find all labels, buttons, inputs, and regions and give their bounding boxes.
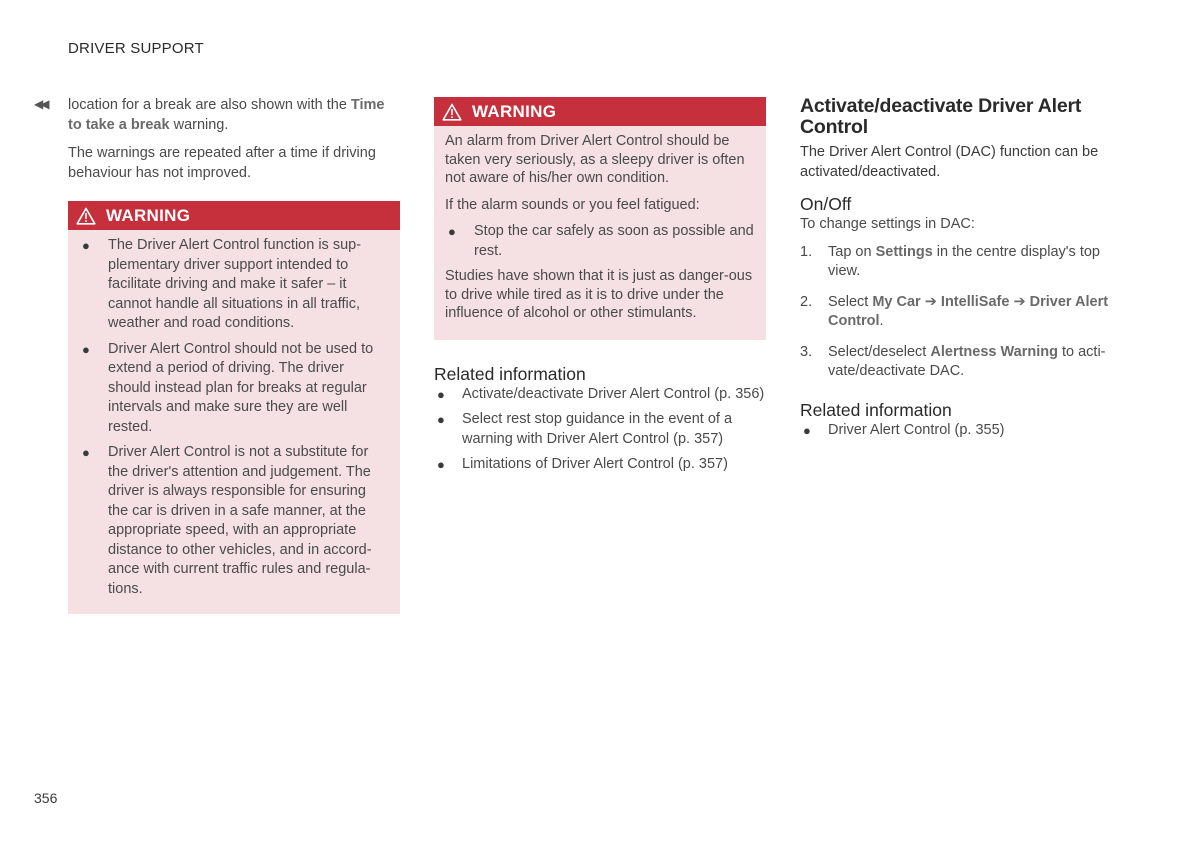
list-item: ● Stop the car safely as soon as possible and rest. (448, 223, 754, 259)
section-title: Activate/deactivate Driver Alert Control (800, 95, 1082, 138)
warning-triangle-icon (442, 103, 462, 121)
my-car-label: My Car (872, 293, 921, 310)
related-link[interactable]: ● Select rest stop guidance in the event of a warning with Driver Alert Control (p. 357) (437, 411, 733, 447)
section-header: DRIVER SUPPORT (68, 40, 204, 57)
related-title: Related information (800, 399, 952, 420)
double-chevron-left-icon: ◀◀ (34, 97, 47, 111)
warning-paragraph: An alarm from Driver Alert Control should be taken very seriously, as a sleepy driver is often not aware of his/her own condition. (445, 133, 745, 186)
step-item: 3. Select/deselect Alertness Warning to acti-vate/deactivate DAC. (800, 343, 1106, 379)
related-title: Related information (434, 363, 586, 384)
page-number: 356 (34, 790, 58, 806)
right-arrow-icon: ➔ (920, 293, 941, 310)
warning-title: WARNING (106, 205, 191, 225)
step-item: 1. Tap on Settings in the centre display's top view. (800, 243, 1100, 279)
related-information (800, 400, 1134, 441)
warning-header (68, 201, 400, 230)
steps-list (800, 243, 1134, 382)
column-3 (800, 96, 1134, 446)
warning-paragraph: If the alarm sounds or you feel fatigued: (445, 196, 700, 213)
related-link[interactable]: ● Activate/deactivate Driver Alert Control (p. 356) (437, 385, 765, 402)
alertness-warning-label: Alertness Warning (930, 343, 1058, 360)
intellisafe-label: IntelliSafe (940, 293, 1010, 310)
warning-box-2 (434, 97, 766, 340)
settings-label: Settings (875, 243, 933, 260)
related-link[interactable]: ● Limitations of Driver Alert Control (p. 357) (437, 456, 728, 472)
repeat-paragraph: The warnings are repeated after a time if driving behaviour has not improved. (68, 145, 376, 181)
intro-paragraph: The Driver Alert Control (DAC) function can be activated/deactivated. (800, 144, 1099, 180)
list-item: ● The Driver Alert Control function is sup-plementary driver support intended to facilitate driving and make it safer – it cannot handle all situations in all traffic, weather and road conditions. (82, 237, 362, 331)
column-2 (434, 96, 766, 481)
warning-header (434, 97, 766, 126)
list-item: ● Driver Alert Control is not a substitute for the driver's attention and judgement. The driver is always responsible for ensuring the car is driven in a safe manner, at the appropriate speed, with an appropriate distance to other vehicles, and in accord-ance with current traffic rules and regula-tions. (82, 444, 372, 597)
warning-title: WARNING (472, 101, 557, 121)
warning-box-1 (68, 201, 400, 614)
time-to-take-a-break-label: Time to take a break (68, 97, 385, 133)
warning-paragraph: Studies have shown that it is just as danger-ous to drive while tired as it is to drive under the influence of alcohol or other stimulants. (445, 268, 753, 321)
onoff-title: On/Off (800, 194, 852, 214)
column-1 (68, 96, 400, 614)
continuation-paragraph: location for a break are also shown with the Time to take a break warning. (68, 97, 385, 133)
step-item: 2. Select My Car ➔ IntelliSafe ➔ Driver Alert Control. (800, 293, 1109, 329)
warning-triangle-icon (76, 207, 96, 225)
list-item: ● Driver Alert Control should not be used to extend a period of driving. The driver should instead plan for breaks at regular intervals and make sure they are well rested. (82, 340, 374, 435)
related-link[interactable]: ● Driver Alert Control (p. 355) (803, 421, 1005, 438)
onoff-intro: To change settings in DAC: (800, 216, 975, 232)
right-arrow-icon: ➔ (1009, 293, 1030, 310)
driver-alert-control-label: Driver Alert Control (828, 293, 1109, 329)
related-information (434, 364, 766, 475)
